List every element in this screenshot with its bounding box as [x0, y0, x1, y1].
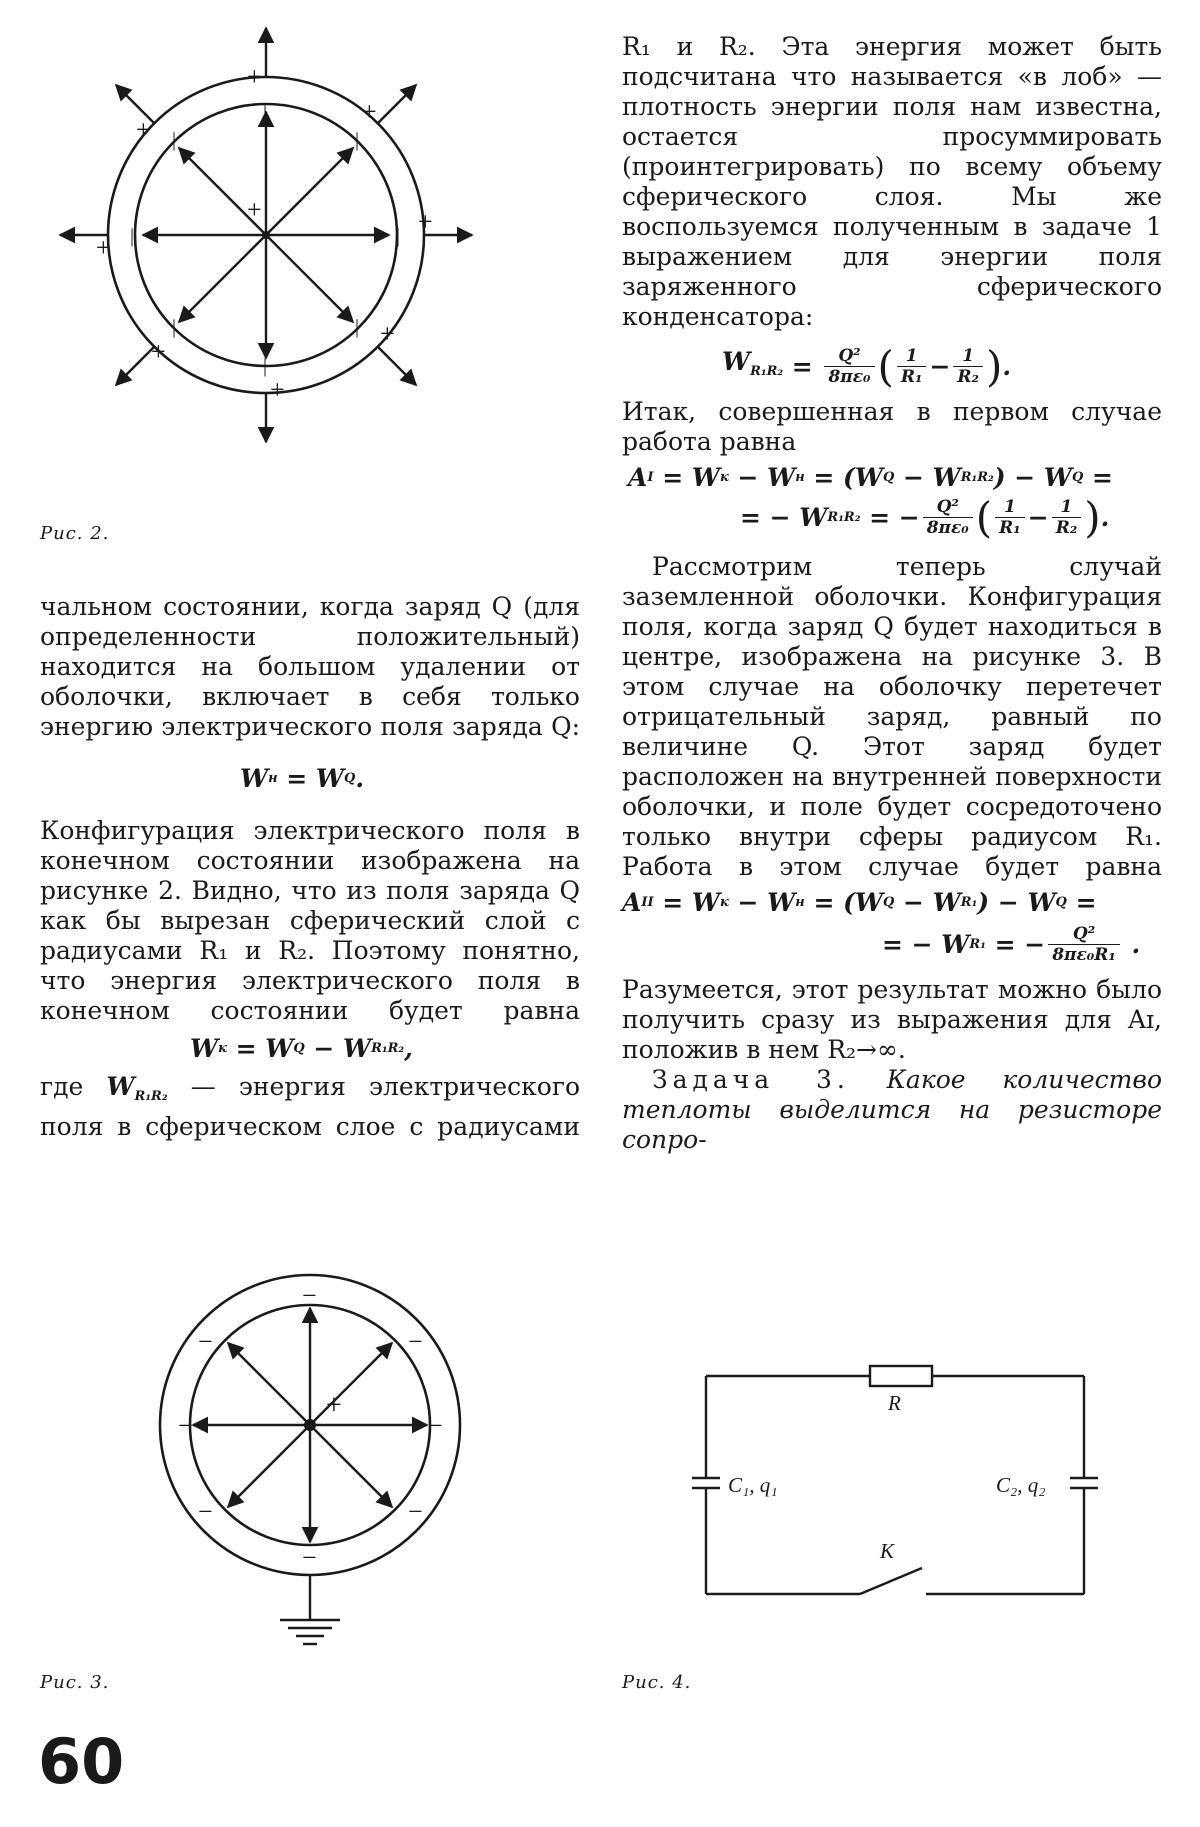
fig2-minus-mark: | [396, 225, 401, 247]
right-column-top [622, 32, 1162, 1155]
formula-wn: W н = W Q . [240, 764, 365, 793]
left-column [40, 592, 580, 1142]
fig2-plus: + [247, 62, 262, 91]
fig3-minus: − [198, 1327, 213, 1356]
paragraph: Конфигурация электрического поля в конечном состоянии изображена на рисунке 2. Видно, что из поля заряда Q как бы вырезан сферический слой с радиусами R₁ и R₂. Поэтому понятно, что энергия электрического поля в конечном состоянии будет равна [40, 816, 580, 1025]
fig2-minus-mark: | [172, 316, 177, 338]
fig3-minus: − [178, 1411, 193, 1440]
fig4-caption: Рис. 4. [622, 1672, 692, 1693]
fig2-minus-mark: | [263, 355, 268, 377]
figure-4 [680, 1350, 1120, 1610]
formula-w-r1r2: $W_{R_1R_2}$ = $\frac{\text{Q²}}{\text{8πε₀}}$ ( $\frac{1}{\text{R₁}}$ − $\frac{1}{\text{R₂}}$ ) . [722, 341, 1012, 391]
fig3-minus: − [302, 1281, 317, 1310]
figure-3 [140, 1270, 480, 1660]
formula-wk: W к = W Q − W R₁R₂ , [190, 1034, 413, 1063]
fig2-plus: + [96, 233, 111, 262]
fig2-minus-mark: | [263, 102, 268, 124]
formula-a1-line1: A I = W к − W н = (W Q − W R₁R₂ ) − W Q = [628, 463, 1113, 492]
paragraph: где $W_{R_1R_2}$ — энергия электрического поля в сферическом слое с радиусами [40, 1072, 580, 1141]
fig2-outer-arrow-ne [378, 85, 416, 123]
fig3-center-plus: + [326, 1390, 342, 1421]
paragraph: Итак, совершенная в первом случае работа равна [622, 397, 1162, 456]
fig2-plus: + [270, 375, 285, 404]
figure-2 [40, 20, 510, 450]
ground-icon [280, 1575, 340, 1644]
fig3-minus: − [408, 1497, 423, 1526]
formula-a1-line2: = − W R₁R₂ = − $\frac{\text{Q²}}{\text{8πε₀}}$ ( $\frac{1}{\text{R₁}}$ − $\frac{1}{\text{R₂}}$ ) . [740, 492, 1110, 542]
fig2-minus-mark: | [130, 225, 135, 247]
fig3-minus: − [428, 1411, 443, 1440]
task-text: Какое количество теплоты выделится на резисторе сопро- [622, 1065, 1162, 1154]
formula-a2-line1: A II = W к − W н = (W Q − W R₁ ) − W Q = [622, 888, 1097, 917]
fig3-minus: − [198, 1497, 213, 1526]
fig2-plus: + [362, 97, 377, 126]
fig3-minus: − [408, 1327, 423, 1356]
fig2-minus-mark: | [172, 129, 177, 151]
fig2-minus-mark: | [355, 129, 360, 151]
fig2-plus: + [380, 319, 395, 348]
switch-icon [860, 1568, 922, 1594]
fig2-outer-arrow-sw [116, 347, 154, 385]
paragraph: Разумеется, этот результат можно было получить сразу из выражения для Aɪ, положив в нем R₂→∞. [622, 975, 1162, 1064]
fig2-center-plus: + [247, 195, 262, 224]
resistor-icon [870, 1366, 932, 1386]
fig2-caption: Рис. 2. [40, 523, 110, 544]
fig3-center-charge [304, 1419, 316, 1431]
paragraph: чальном состоянии, когда заряд Q (для определенности положительный) находится на большом удалении от оболочки, включает в себя только энергию электрического поля заряда Q: [40, 592, 580, 741]
fig3-minus: − [302, 1543, 317, 1572]
page-number: 60 [38, 1725, 125, 1798]
fig2-outer-arrow-se [378, 347, 416, 385]
task-label: Задача 3. [652, 1065, 850, 1094]
paragraph [622, 1065, 1162, 1155]
fig2-plus: + [418, 207, 433, 236]
c1-label: C₁, q₁ [728, 1473, 778, 1497]
fig3-caption: Рис. 3. [40, 1672, 110, 1693]
c2-label: C₂, q₂ [996, 1473, 1046, 1497]
paragraph: R₁ и R₂. Эта энергия может быть подсчитана что называется «в лоб» — плотность энергии поля нам известна, остается просуммировать (проинтегрировать) по всему объему сферического слоя. Мы же воспользуемся полученным в задаче 1 выражением для энергии поля заряженного сферического конденсатора: [622, 32, 1162, 331]
fig2-plus: + [136, 115, 151, 144]
resistor-label: R [888, 1391, 901, 1415]
fig2-plus: + [151, 337, 166, 366]
formula-a2-line2: = − W R₁ = − $\frac{\text{Q²}}{\text{8πε₀R₁}}$ . [882, 924, 1141, 965]
switch-label: K [880, 1539, 895, 1563]
fig2-minus-mark: | [355, 316, 360, 338]
paragraph: Рассмотрим теперь случай заземленной оболочки. Конфигурация поля, когда заряд Q будет находиться в центре, изображена на рисунке 3. В этом случае на оболочку перетечет отрицательный заряд, равный по величине Q. Этот заряд будет расположен на внутренней поверхности оболочки, и поле будет сосредоточено только внутри сферы радиусом R₁. Работа в этом случае будет равна [622, 552, 1162, 881]
